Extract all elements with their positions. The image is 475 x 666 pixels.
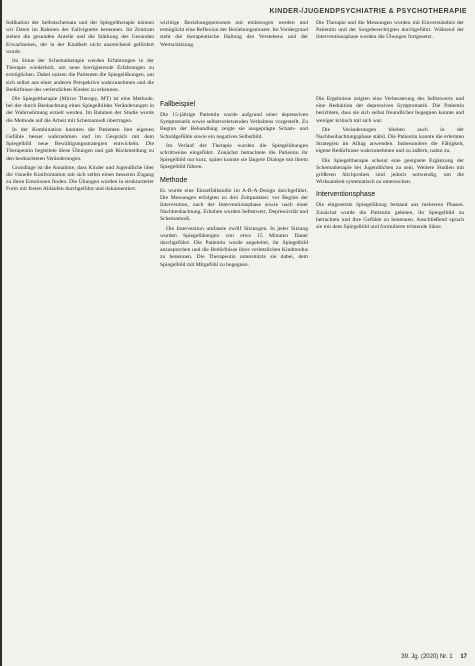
paragraph: Die Therapie und die Messungen wurden mit Einverständnis der Patientin und der Sorgeberechtigten durchgeführt. Während der Interventionsphase wurden die Übungen fortgesetzt. — [316, 20, 464, 41]
issue-info: 39. Jg. (2020) Nr. 1 — [401, 654, 453, 660]
text-column-2-top — [160, 20, 308, 92]
paragraph: Die Ergebnisse zeigten eine Verbesserung des Selbstwerts und eine Reduktion der depressiven Symptomatik. Die Patientin berichtete, dass sie sich selbst freundlicher begegnen konnte und weniger kritisch mit sich war. — [316, 96, 464, 124]
section-heading-methode: Methode — [160, 176, 188, 184]
text-column-3-top — [316, 20, 464, 92]
section-heading-interventionsphase: Interventionsphase — [316, 191, 376, 199]
journal-page — [2, 0, 475, 666]
paragraph: Die Spiegeltherapie scheint eine geeignete Ergänzung der Schematherapie bei Jugendlichen zu sein. Weitere Studien mit größeren Stichproben sind jedoch notwendig, um die Wirksamkeit systematisch zu untersuchen. — [316, 157, 464, 186]
running-head: KINDER-/JUGENDPSYCHIATRIE & PSYCHOTHERAPIE — [269, 8, 467, 15]
page-footer — [401, 654, 467, 660]
paragraph: In der Kombination konnten die Patienten ihre eigenen Gefühle besser wahrnehmen und im Gespräch mit dem Spiegelbild neue Bewältigungsstrategien entwickeln. Die Therapeutin begleitete diese Übungen und gab Rückmeldung zu den beobachteten Veränderungen. — [6, 126, 154, 162]
paragraph: Die Veränderungen blieben auch in der Nachbeobachtungsphase stabil. Die Patientin konnte die erlernten Strategien im Alltag anwenden. Insbesondere die Fähigkeit, eigene Bedürfnisse wahrzunehmen und zu äußern, nahm zu. — [316, 126, 464, 155]
paragraph: Es wurde eine Einzelfallstudie im A-B-A-Design durchgeführt. Die Messungen erfolgten zu drei Zeitpunkten: vor Beginn der Intervention, nach der Interventionsphase sowie nach einer Nachbeobachtung. Erhoben wurden Selbstwert, Depressivität und Schemamodi. — [160, 187, 308, 223]
section-heading-fallbeispiel: Fallbeispiel — [160, 101, 196, 108]
paragraph: Die Intervention umfasste zwölf Sitzungen. In jeder Sitzung wurden Spiegelübungen von etwa 15 Minuten Dauer durchgeführt. Die Patientin wurde angeleitet, ihr Spiegelbild anzusprechen und die Bedürfnisse ihres verletzlichen Kindmodus zu benennen. Die Therapeutin unterstützte sie dabei, dem Spiegelbild mit Mitgefühl zu begegnen. — [160, 225, 308, 268]
text-column-3 — [316, 96, 464, 644]
text-column-2 — [160, 96, 308, 644]
paragraph: Grundlage ist die Annahme, dass Kinder und Jugendliche über die visuelle Konfrontation mit sich selbst einen besseren Zugang zu ihren Emotionen finden. Die Übungen wurden in strukturierter Form mit festen Abläufen durchgeführt und dokumentiert. — [6, 164, 154, 193]
paragraph: Die Spiegeltherapie (Mirror Therapy, MT) ist eine Methode, bei der durch Beobachtung eines Spiegelbildes Veränderungen in der Wahrnehmung erzielt werden. Im Rahmen der Studie wurde die Methode auf die Arbeit mit Schemamodi übertragen. — [6, 96, 154, 124]
paragraph: Die 15-jährige Patientin wurde aufgrund einer depressiven Symptomatik sowie selbstverletzenden Verhaltens vorgestellt. Zu Beginn der Behandlung zeigte sie ausgeprägte Scham- und Schuldgefühle sowie ein negatives Selbstbild. — [160, 112, 308, 140]
paragraph: Die eingesetzte Spiegelübung bestand aus mehreren Phasen. Zunächst wurde die Patientin gebeten, ihr Spiegelbild zu betrachten und ihre Gefühle zu benennen. Anschließend sprach sie mit dem Spiegelbild und formulierte tröstende Sätze. — [316, 202, 464, 231]
paragraph: Im Verlauf der Therapie wurden die Spiegelübungen schrittweise eingeführt. Zunächst betrachtete die Patientin ihr Spiegelbild nur kurz, später konnte sie längere Dialoge mit ihrem Spiegelbild führen. — [160, 142, 308, 171]
text-column-1 — [6, 20, 154, 648]
paragraph: Indikation der Selbstschemata und der Spiegeltherapie können wir Daten im Rahmen der Fallvignette benennen. Im Zentrum stehen die gesunden Anteile und die Stärkung des Gesunden Erwachsenen, der in der Kindheit nicht ausreichend gefördert wurde. — [6, 20, 154, 55]
paragraph: wichtige Beziehungspersonen mit einbezogen werden und ermöglicht eine Reflexion der Beziehungsmuster. Im Vordergrund steht die therapeutische Haltung des Verstehens und der Wertschätzung. — [160, 20, 308, 48]
page-number: 17 — [460, 654, 467, 660]
paragraph: Im Sinne der Schematherapie werden Erfahrungen in der Therapie wiederholt, um neue korrigierende Erfahrungen zu ermöglichen. Dabei nutzen die Patienten die Spiegelübungen, um sich selbst aus einer anderen Perspektive wahrzunehmen und die Bedürfnisse des verletzlichen Kindes zu erkennen. — [6, 58, 154, 93]
